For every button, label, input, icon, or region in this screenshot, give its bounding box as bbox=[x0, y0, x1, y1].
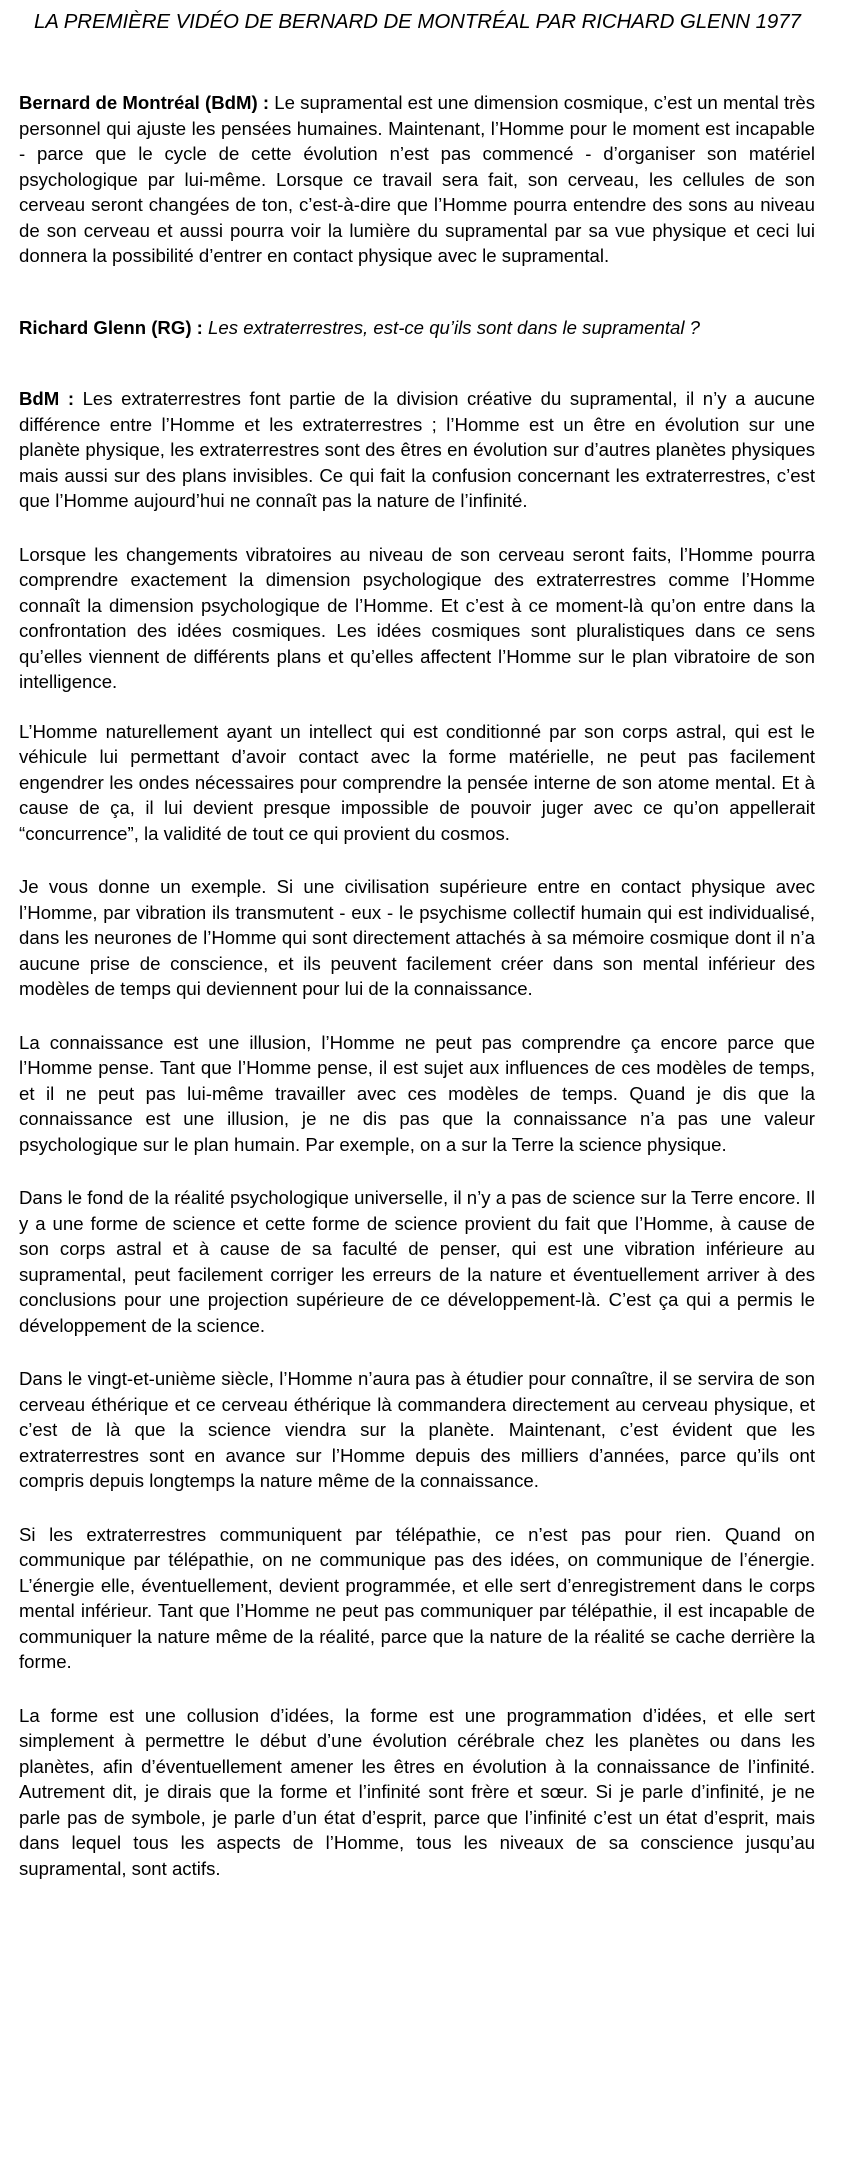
paragraph: L’Homme naturellement ayant un intellect qui est conditionné par son corps astral, qui est le véhicule lui permettant d’avoir contact avec la forme matérielle, ne peut pas facilement engendrer les ondes nécessaires pour comprendre la pensée interne de son atome mental. Et à cause de ça, il lui devient presque impossible de pouvoir juger avec ce qu’on appellerait “concurrence”, la validité de tout ce qui provient du cosmos. bbox=[19, 720, 815, 844]
paragraph: La connaissance est une illusion, l’Homme ne peut pas comprendre ça encore parce que l’Homme pense. Tant que l’Homme pense, il est sujet aux influences de ces modèles de temps, et il ne peut pas lui-même travailler avec ces modèles de temps. Quand je dis que la connaissance est une illusion, je ne dis pas que la connaissance n’a pas une valeur psychologique sur le plan humain. Par exemple, on a sur la Terre la science physique. bbox=[19, 1031, 815, 1155]
speaker-label: BdM : bbox=[19, 388, 75, 409]
paragraph-text: Les extraterrestres font partie de la division créative du supramental, il n’y a aucune différence entre l’Homme et les extraterrestres ; l’Homme est un être en évolution sur une planète physique, les extraterrestres sont des êtres en évolution sur d’autres planètes physiques mais aussi sur des plans invisibles. Ce qui fait la confusion concernant les extraterrestres, c’est que l’Homme aujourd’hui ne connaît pas la nature de l’infinité. bbox=[19, 388, 815, 511]
question-text: Les extraterrestres, est-ce qu’ils sont dans le supramental ? bbox=[202, 316, 700, 338]
paragraph: Dans le vingt-et-unième siècle, l’Homme n’aura pas à étudier pour connaître, il se servira de son cerveau éthérique et ce cerveau éthérique là commandera directement au cerveau physique, et c’est de là que la science viendra sur la planète. Maintenant, c’est évident que les extraterrestres sont en avance sur l’Homme depuis des milliers d’années, parce qu’ils ont compris depuis longtemps la nature même de la connaissance. bbox=[19, 1368, 815, 1491]
paragraph-rg-question bbox=[19, 315, 815, 341]
paragraph-bdm-intro bbox=[19, 90, 815, 269]
paragraph: Je vous donne un exemple. Si une civilisation supérieure entre en contact physique avec l’Homme, par vibration ils transmutent - eux - le psychisme collectif humain qui est individualisé, dans les neurones de l’Homme qui sont directement attachés à sa mémoire cosmique dont il n’a aucune prise de conscience, et ils peuvent facilement créer dans son mental inférieur des modèles de temps qui deviennent pour lui de la connaissance. bbox=[19, 876, 815, 999]
paragraph: Si les extraterrestres communiquent par télépathie, ce n’est pas pour rien. Quand on communique par télépathie, on ne communique pas des idées, on communique de l’énergie. L’énergie elle, éventuellement, devient programmée, et elle sert d’enregistrement dans le corps mental inférieur. Tant que l’Homme ne peut pas communiquer par télépathie, il est incapable de communiquer la nature même de la réalité, parce que la nature de la réalité se cache derrière la forme. bbox=[19, 1523, 815, 1672]
paragraph: La forme est une collusion d’idées, la forme est une programmation d’idées, et elle sert simplement à permettre le début d’une évolution cérébrale chez les planètes ou dans les planètes, afin d’éventuellement amener les êtres en évolution à la connaissance de l’infinité. Autrement dit, je dirais que la forme et l’infinité sont frère et sœur. Si je parle d’infinité, je ne parle pas de symbole, je parle d’un état d’esprit, parce que l’infinité c’est un état d’esprit, mais dans lequel tous les aspects de l’Homme, tous les niveaux de sa conscience jusqu’au supramental, sont actifs. bbox=[19, 1704, 815, 1879]
paragraph: Lorsque les changements vibratoires au niveau de son cerveau seront faits, l’Homme pourra comprendre exactement la dimension psychologique des extraterrestres comme l’Homme connaît la dimension psychologique de l’Homme. Et c’est à ce moment-là qu’on entre dans la confrontation des idées cosmiques. Les idées cosmiques sont pluralistiques dans ce sens qu’elles viennent de différents plans et qu’elles affectent l’Homme sur le plan vibratoire de son intelligence. bbox=[19, 543, 815, 692]
document-title: LA PREMIÈRE VIDÉO DE BERNARD DE MONTRÉAL PAR RICHARD GLENN 1977 bbox=[34, 10, 801, 33]
paragraph: Dans le fond de la réalité psychologique universelle, il n’y a pas de science sur la Terre encore. Il y a une forme de science et cette forme de science provient du fait que l’Homme, à cause de son corps astral et à cause de sa faculté de penser, qui est une vibration inférieure au supramental, peut facilement corriger les erreurs de la nature et éventuellement arriver à des conclusions pour une projection supérieure de ce développement-là. C’est ça qui a permis le développement de la science. bbox=[19, 1187, 815, 1336]
paragraph-bdm-answer bbox=[19, 386, 815, 514]
speaker-label: Bernard de Montréal (BdM) : bbox=[19, 92, 270, 113]
paragraph-text: Le supramental est une dimension cosmique, c’est un mental très personnel qui ajuste les pensées humaines. Maintenant, l’Homme pour le moment est incapable - parce que le cycle de cette évolution n’est pas commencé - d’organiser son matériel psychologique par lui-même. Lorsque ce travail sera fait, son cerveau, les cellules de son cerveau seront changées de ton, c’est-à-dire que l’Homme pourra entendre des sons au niveau de son cerveau et aussi pourra voir la lumière du supramental par sa vue physique et ceci lui donnera la possibilité d’entrer en contact physique avec le supramental. bbox=[19, 92, 815, 266]
speaker-label: Richard Glenn (RG) : bbox=[19, 316, 203, 338]
